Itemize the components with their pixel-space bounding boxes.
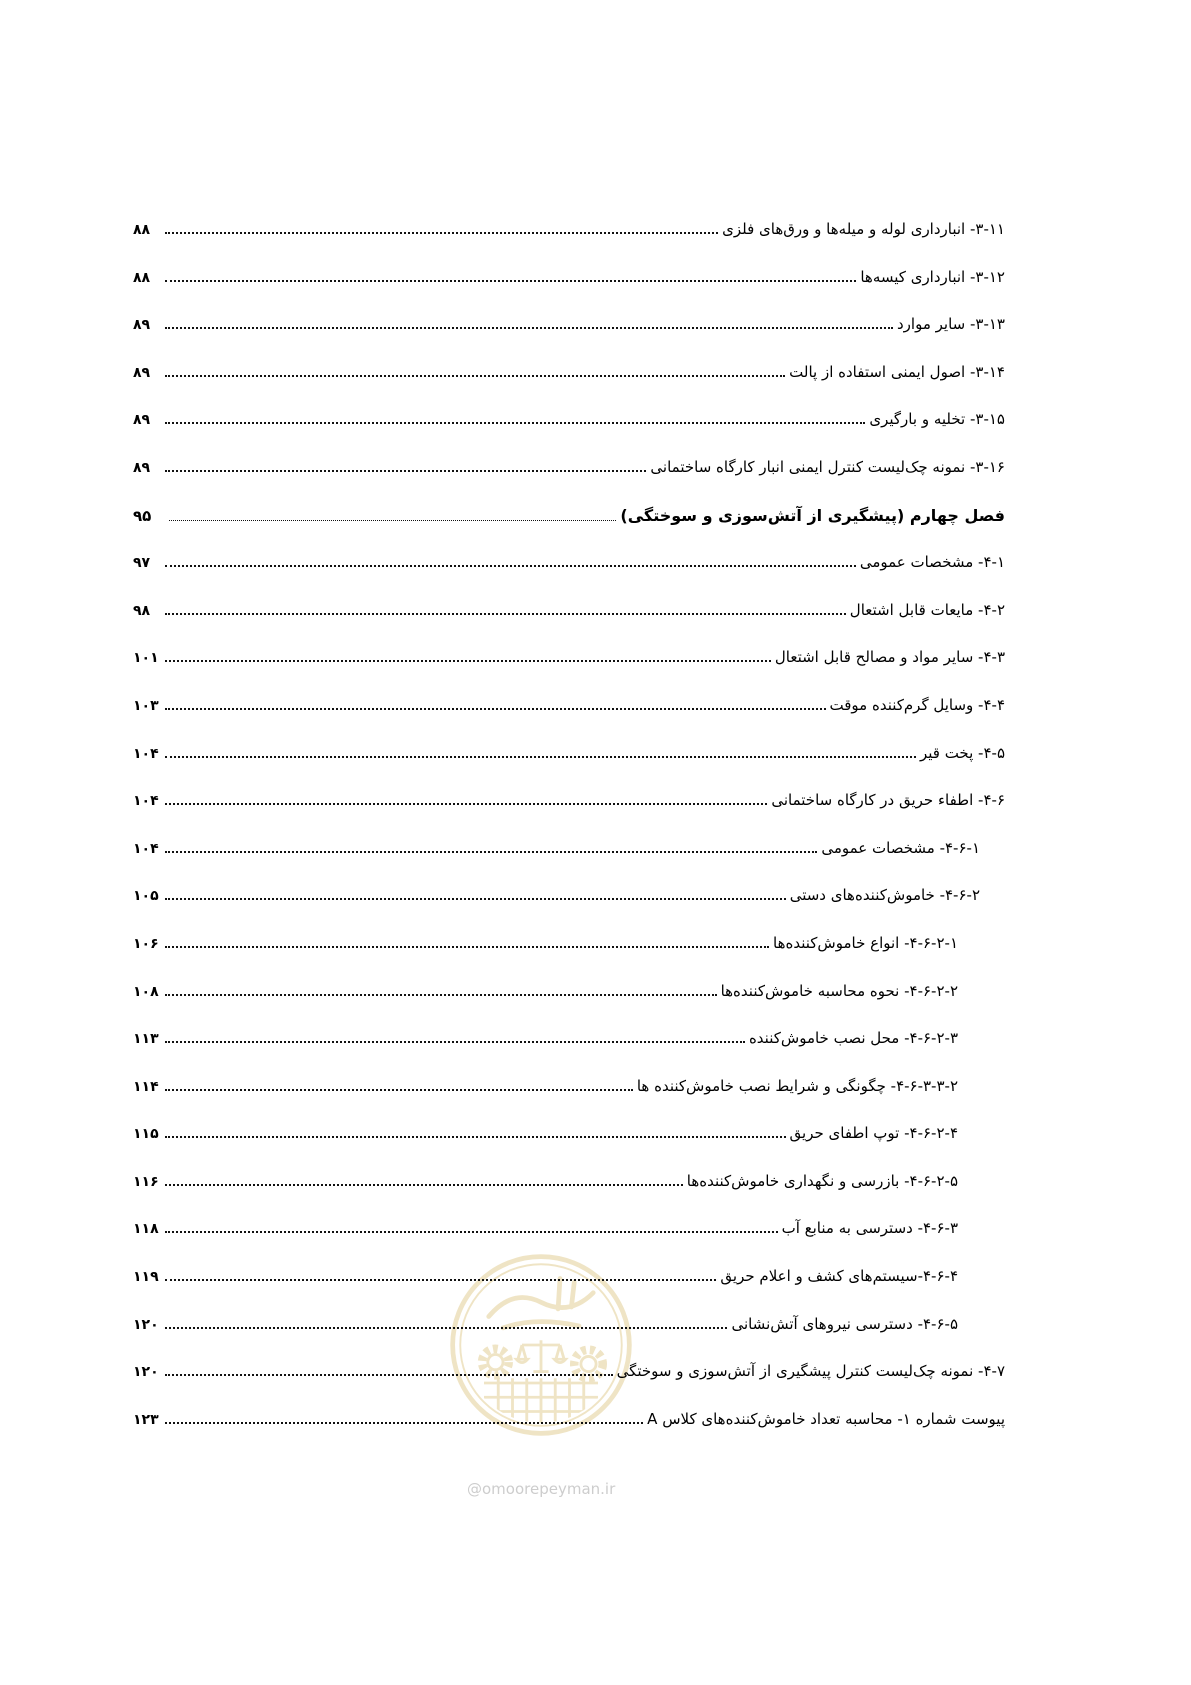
dot-leader: [165, 1374, 613, 1376]
toc-entry-title: ۴-۶-۳- دسترسی به منابع آب: [781, 1219, 958, 1238]
toc-entry: [133, 206, 1005, 254]
toc-entry-title: ۴-۶-۱- مشخصات عمومی: [821, 838, 980, 857]
toc-entry-title: ۳-۱۵- تخلیه و بارگیری: [869, 410, 1005, 429]
toc-entry-title: ۴-۶-۴-سیستم‌های کشف و اعلام حریق: [720, 1267, 958, 1286]
toc-entry-page-number: ۱۱۸: [133, 1221, 159, 1238]
watermark-site-text: @omoorepeyman.ir: [467, 1480, 616, 1498]
toc-entry: [133, 1396, 1005, 1444]
toc-subentry: [133, 1253, 1005, 1301]
toc-entry-title: ۴-۶-۲-۴- توپ اطفای حریق: [789, 1124, 958, 1143]
toc-entry-page-number: ۱۰۴: [133, 793, 159, 810]
toc-entry-title: ۴-۷- نمونه چک‌لیست کنترل پیشگیری از آتش‌سوزی و سوختگی: [616, 1362, 1005, 1381]
toc-entry-title: ۴-۶-۲-۲- نحوه محاسبه خاموش‌کننده‌ها: [720, 981, 958, 1000]
toc-entry-title: ۴-۳- سایر مواد و مصالح قابل اشتعال: [774, 648, 1005, 667]
toc-entry-title: ۴-۶-۳-۳-۲- چگونگی و شرایط نصب خاموش‌کننده ها: [636, 1076, 958, 1095]
toc-chapter-title: فصل چهارم (پیشگیری از آتش‌سوزی و سوختگی): [620, 505, 1005, 525]
toc-entry-title: ۴-۴- وسایل گرم‌کننده موقت: [829, 695, 1005, 714]
dot-leader: [165, 565, 856, 567]
toc-entry: [133, 301, 1005, 349]
dot-leader: [165, 1231, 778, 1233]
toc-entry-title: ۳-۱۱- انبارداری لوله و میله‌ها و ورق‌های فلزی: [722, 220, 1005, 238]
toc-subentry: [133, 1301, 1005, 1349]
toc-entry: [133, 730, 1005, 778]
toc-entry-page-number: ۱۰۸: [133, 983, 159, 1000]
table-of-contents: [133, 206, 1005, 1443]
toc-entry: [133, 396, 1005, 444]
toc-entry-page-number: ۸۹: [133, 364, 151, 381]
toc-entry-page-number: ۸۹: [133, 317, 151, 334]
toc-entry-title: ۳-۱۲- انبارداری کیسه‌ها: [860, 267, 1005, 286]
toc-entry-title: ۴-۲- مایعات قابل اشتعال: [849, 600, 1005, 619]
toc-chapter-heading: [133, 492, 1005, 540]
toc-entry-page-number: ۱۲۰: [133, 1364, 159, 1381]
dot-leader: [165, 994, 717, 996]
toc-entry-page-number: ۸۹: [133, 412, 151, 429]
dot-leader: [165, 1136, 786, 1138]
dot-leader: [165, 613, 846, 615]
dot-leader: [165, 756, 916, 758]
toc-entry-page-number: ۹۸: [133, 602, 151, 619]
dot-leader: [165, 1041, 745, 1043]
toc-entry-title: ۳-۱۴- اصول ایمنی استفاده از پالت: [789, 362, 1005, 381]
toc-entry: [133, 444, 1005, 492]
dot-leader: [165, 422, 865, 424]
toc-entry: [133, 1348, 1005, 1396]
toc-subentry: [133, 825, 1005, 873]
toc-subentry: [133, 920, 1005, 968]
toc-subentry: [133, 1205, 1005, 1253]
toc-entry: [133, 634, 1005, 682]
toc-chapter-page-number: ۹۵: [133, 506, 152, 525]
toc-entry: [133, 682, 1005, 730]
dot-leader: [165, 660, 771, 662]
toc-subentry: [133, 968, 1005, 1016]
dot-leader: [165, 1327, 727, 1329]
toc-entry-page-number: ۱۱۶: [133, 1173, 159, 1190]
dot-leader: [165, 470, 646, 472]
dot-leader: [165, 946, 769, 948]
toc-entry-title: ۴-۶-۲-۳- محل نصب خاموش‌کننده: [748, 1029, 958, 1048]
dot-leader: [165, 1422, 643, 1424]
toc-entry-page-number: ۱۱۹: [133, 1269, 159, 1286]
dot-leader: [165, 1184, 683, 1186]
dot-leader: [165, 375, 785, 377]
dot-leader: [165, 1089, 633, 1091]
dot-leader: [165, 851, 817, 853]
toc-entry-page-number: ۱۲۰: [133, 1316, 159, 1333]
toc-entry-page-number: ۱۱۴: [133, 1078, 159, 1095]
toc-entry-title: ۴-۶-۵- دسترسی نیروهای آتش‌نشانی: [731, 1314, 958, 1333]
toc-subentry: [133, 1110, 1005, 1158]
toc-entry-page-number: ۸۹: [133, 459, 151, 476]
toc-entry-page-number: ۱۱۳: [133, 1031, 159, 1048]
dot-leader: [165, 708, 826, 710]
toc-entry-title: ۴-۶-۲- خاموش‌کننده‌های دستی: [789, 886, 980, 905]
toc-entry-title: ۴-۵- پخت قیر: [919, 743, 1005, 762]
toc-entry: [133, 539, 1005, 587]
dot-leader: [165, 327, 893, 329]
toc-entry-page-number: ۱۰۱: [133, 650, 159, 667]
toc-entry: [133, 777, 1005, 825]
dot-leader: [165, 1279, 716, 1281]
toc-entry-page-number: ۱۰۶: [133, 935, 159, 952]
toc-entry-page-number: ۹۷: [133, 555, 151, 572]
dot-leader: [165, 280, 856, 282]
toc-entry-page-number: ۸۸: [133, 269, 151, 286]
toc-entry-page-number: ۸۸: [133, 222, 151, 238]
dot-leader: [165, 232, 718, 234]
dot-leader: [165, 803, 767, 805]
toc-entry-page-number: ۱۰۴: [133, 840, 159, 857]
toc-entry: [133, 254, 1005, 302]
toc-entry-title: ۴-۶- اطفاء حریق در کارگاه ساختمانی: [771, 791, 1005, 810]
toc-entry-title: ۴-۱- مشخصات عمومی: [859, 553, 1005, 572]
toc-entry-title: ۳-۱۶- نمونه چک‌لیست کنترل ایمنی انبار کارگاه ساختمانی: [650, 457, 1005, 476]
toc-entry-title: ۳-۱۳- سایر موارد: [896, 315, 1005, 334]
toc-entry-page-number: ۱۱۵: [133, 1126, 159, 1143]
toc-subentry: [133, 1063, 1005, 1111]
toc-entry-page-number: ۱۰۵: [133, 888, 159, 905]
toc-entry-title: ۴-۶-۲-۵- بازرسی و نگهداری خاموش‌کننده‌ها: [686, 1171, 958, 1190]
toc-entry: [133, 587, 1005, 635]
dot-leader: [169, 520, 616, 521]
toc-entry-title: پیوست شماره ۱- محاسبه تعداد خاموش‌کننده‌های کلاس A: [647, 1409, 1005, 1428]
toc-entry-page-number: ۱۰۴: [133, 745, 159, 762]
toc-subentry: [133, 1158, 1005, 1206]
toc-entry-title: ۴-۶-۲-۱- انواع خاموش‌کننده‌ها: [773, 933, 958, 952]
toc-entry-page-number: ۱۰۳: [133, 697, 159, 714]
dot-leader: [165, 898, 786, 900]
toc-entry: [133, 349, 1005, 397]
toc-subentry: [133, 872, 1005, 920]
toc-subentry: [133, 1015, 1005, 1063]
toc-entry-page-number: ۱۲۳: [133, 1411, 159, 1428]
